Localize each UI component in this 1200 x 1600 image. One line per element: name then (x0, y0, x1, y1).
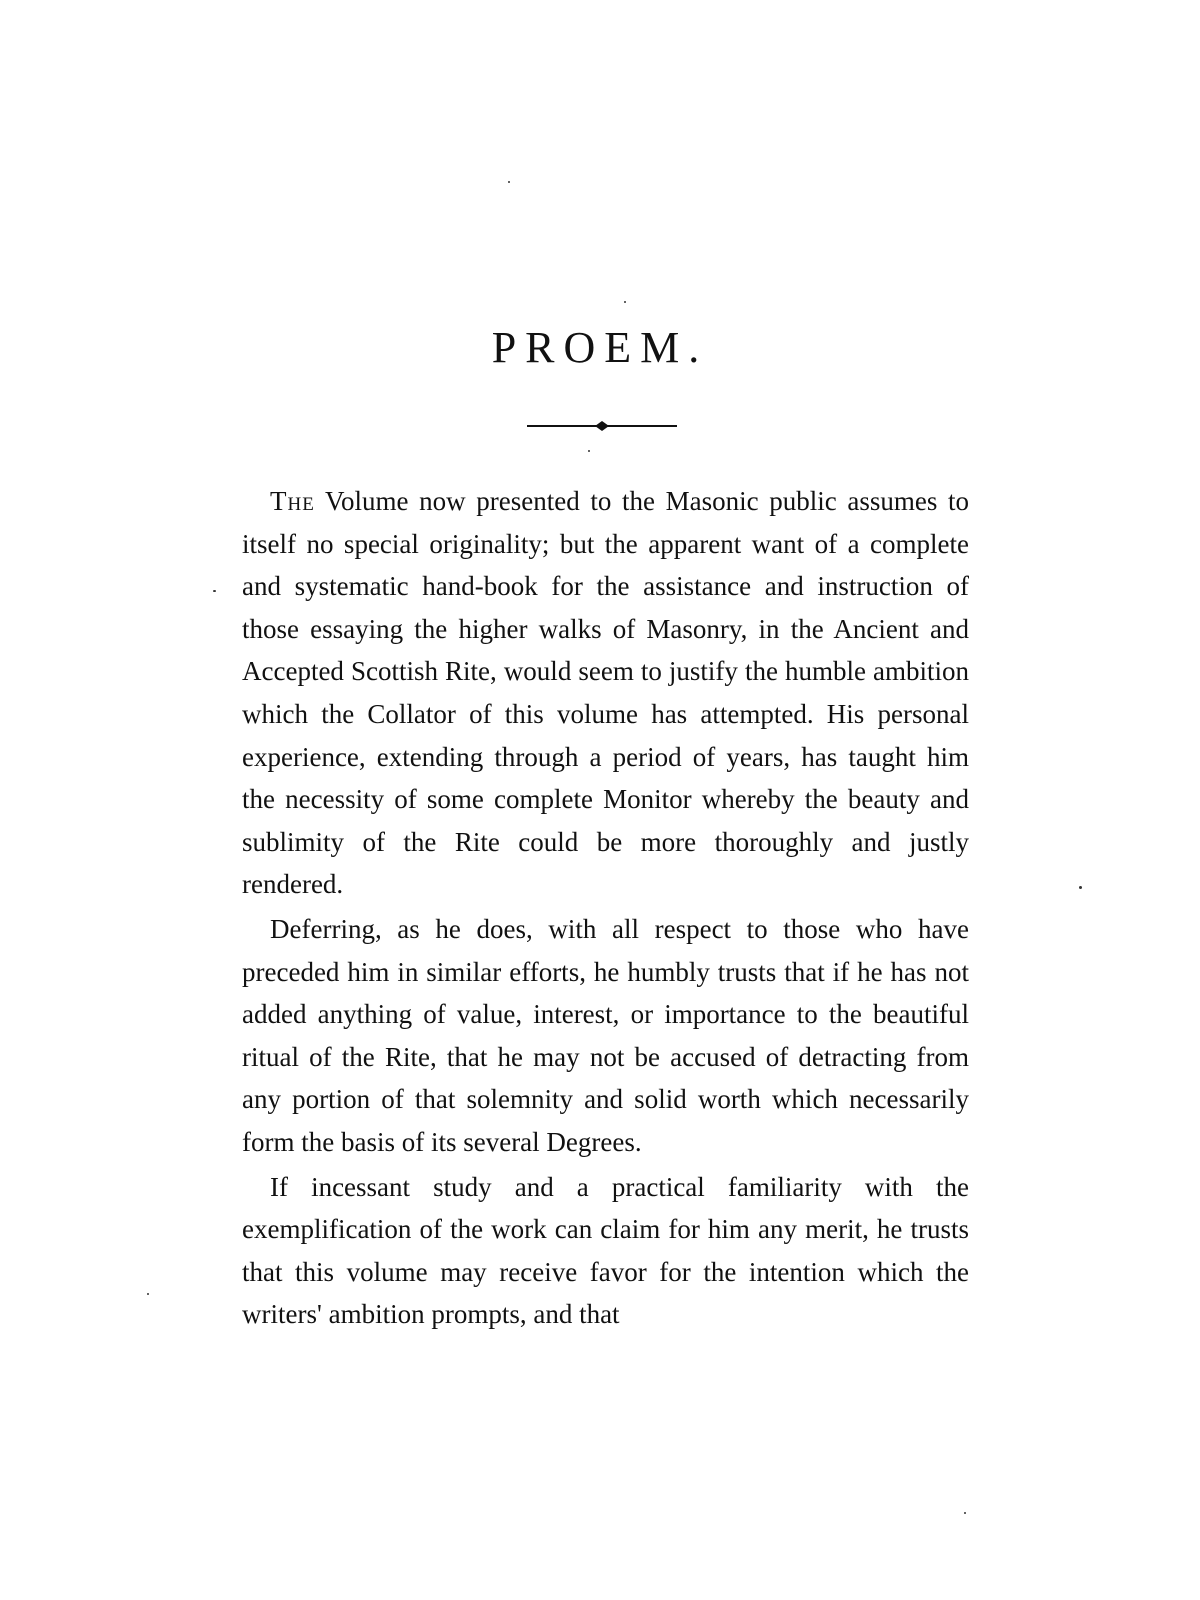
scan-speck (964, 1512, 966, 1514)
body-text (242, 480, 969, 1336)
paragraph-text: If incessant study and a practical familiarity with the exemplification of the work can claim for him any merit, he trusts that this volume may receive favor for the intention which the writers' ambition prompts, and that (242, 1171, 969, 1330)
scan-speck (624, 301, 626, 303)
scan-speck (213, 590, 216, 592)
paragraph-text: Volume now presented to the Masonic public assumes to itself no special originality; but the apparent want of a complete and systematic hand-book for the assistance and instruction of those essaying the higher walks of Masonry, in the Ancient and Accepted Scottish Rite, would seem to justify the humble ambition which the Collator of this volume has attempted. His personal experience, extending through a period of years, has taught him the necessity of some complete Monitor whereby the beauty and sublimity of the Rite could be more thoroughly and justly rendered. (242, 486, 969, 900)
page-title: PROEM. (491, 323, 709, 372)
paragraph-text: Deferring, as he does, with all respect to those who have preceded him in similar efforts, he humbly trusts that if he has not added anything of value, interest, or importance to the beautiful ritual of the Rite, that he may not be accused of detracting from any portion of that solemnity and solid worth which necessarily form the basis of its several Degrees. (242, 913, 969, 1157)
scan-speck (588, 450, 590, 452)
paragraph-1 (242, 480, 969, 906)
paragraph-3 (242, 1166, 969, 1336)
title-ornament-rule (527, 418, 677, 434)
paragraph-lead-word: The (270, 486, 315, 516)
paragraph-2 (242, 908, 969, 1164)
scan-speck (1079, 886, 1082, 889)
scan-speck (147, 1293, 149, 1295)
scan-speck (508, 181, 510, 183)
